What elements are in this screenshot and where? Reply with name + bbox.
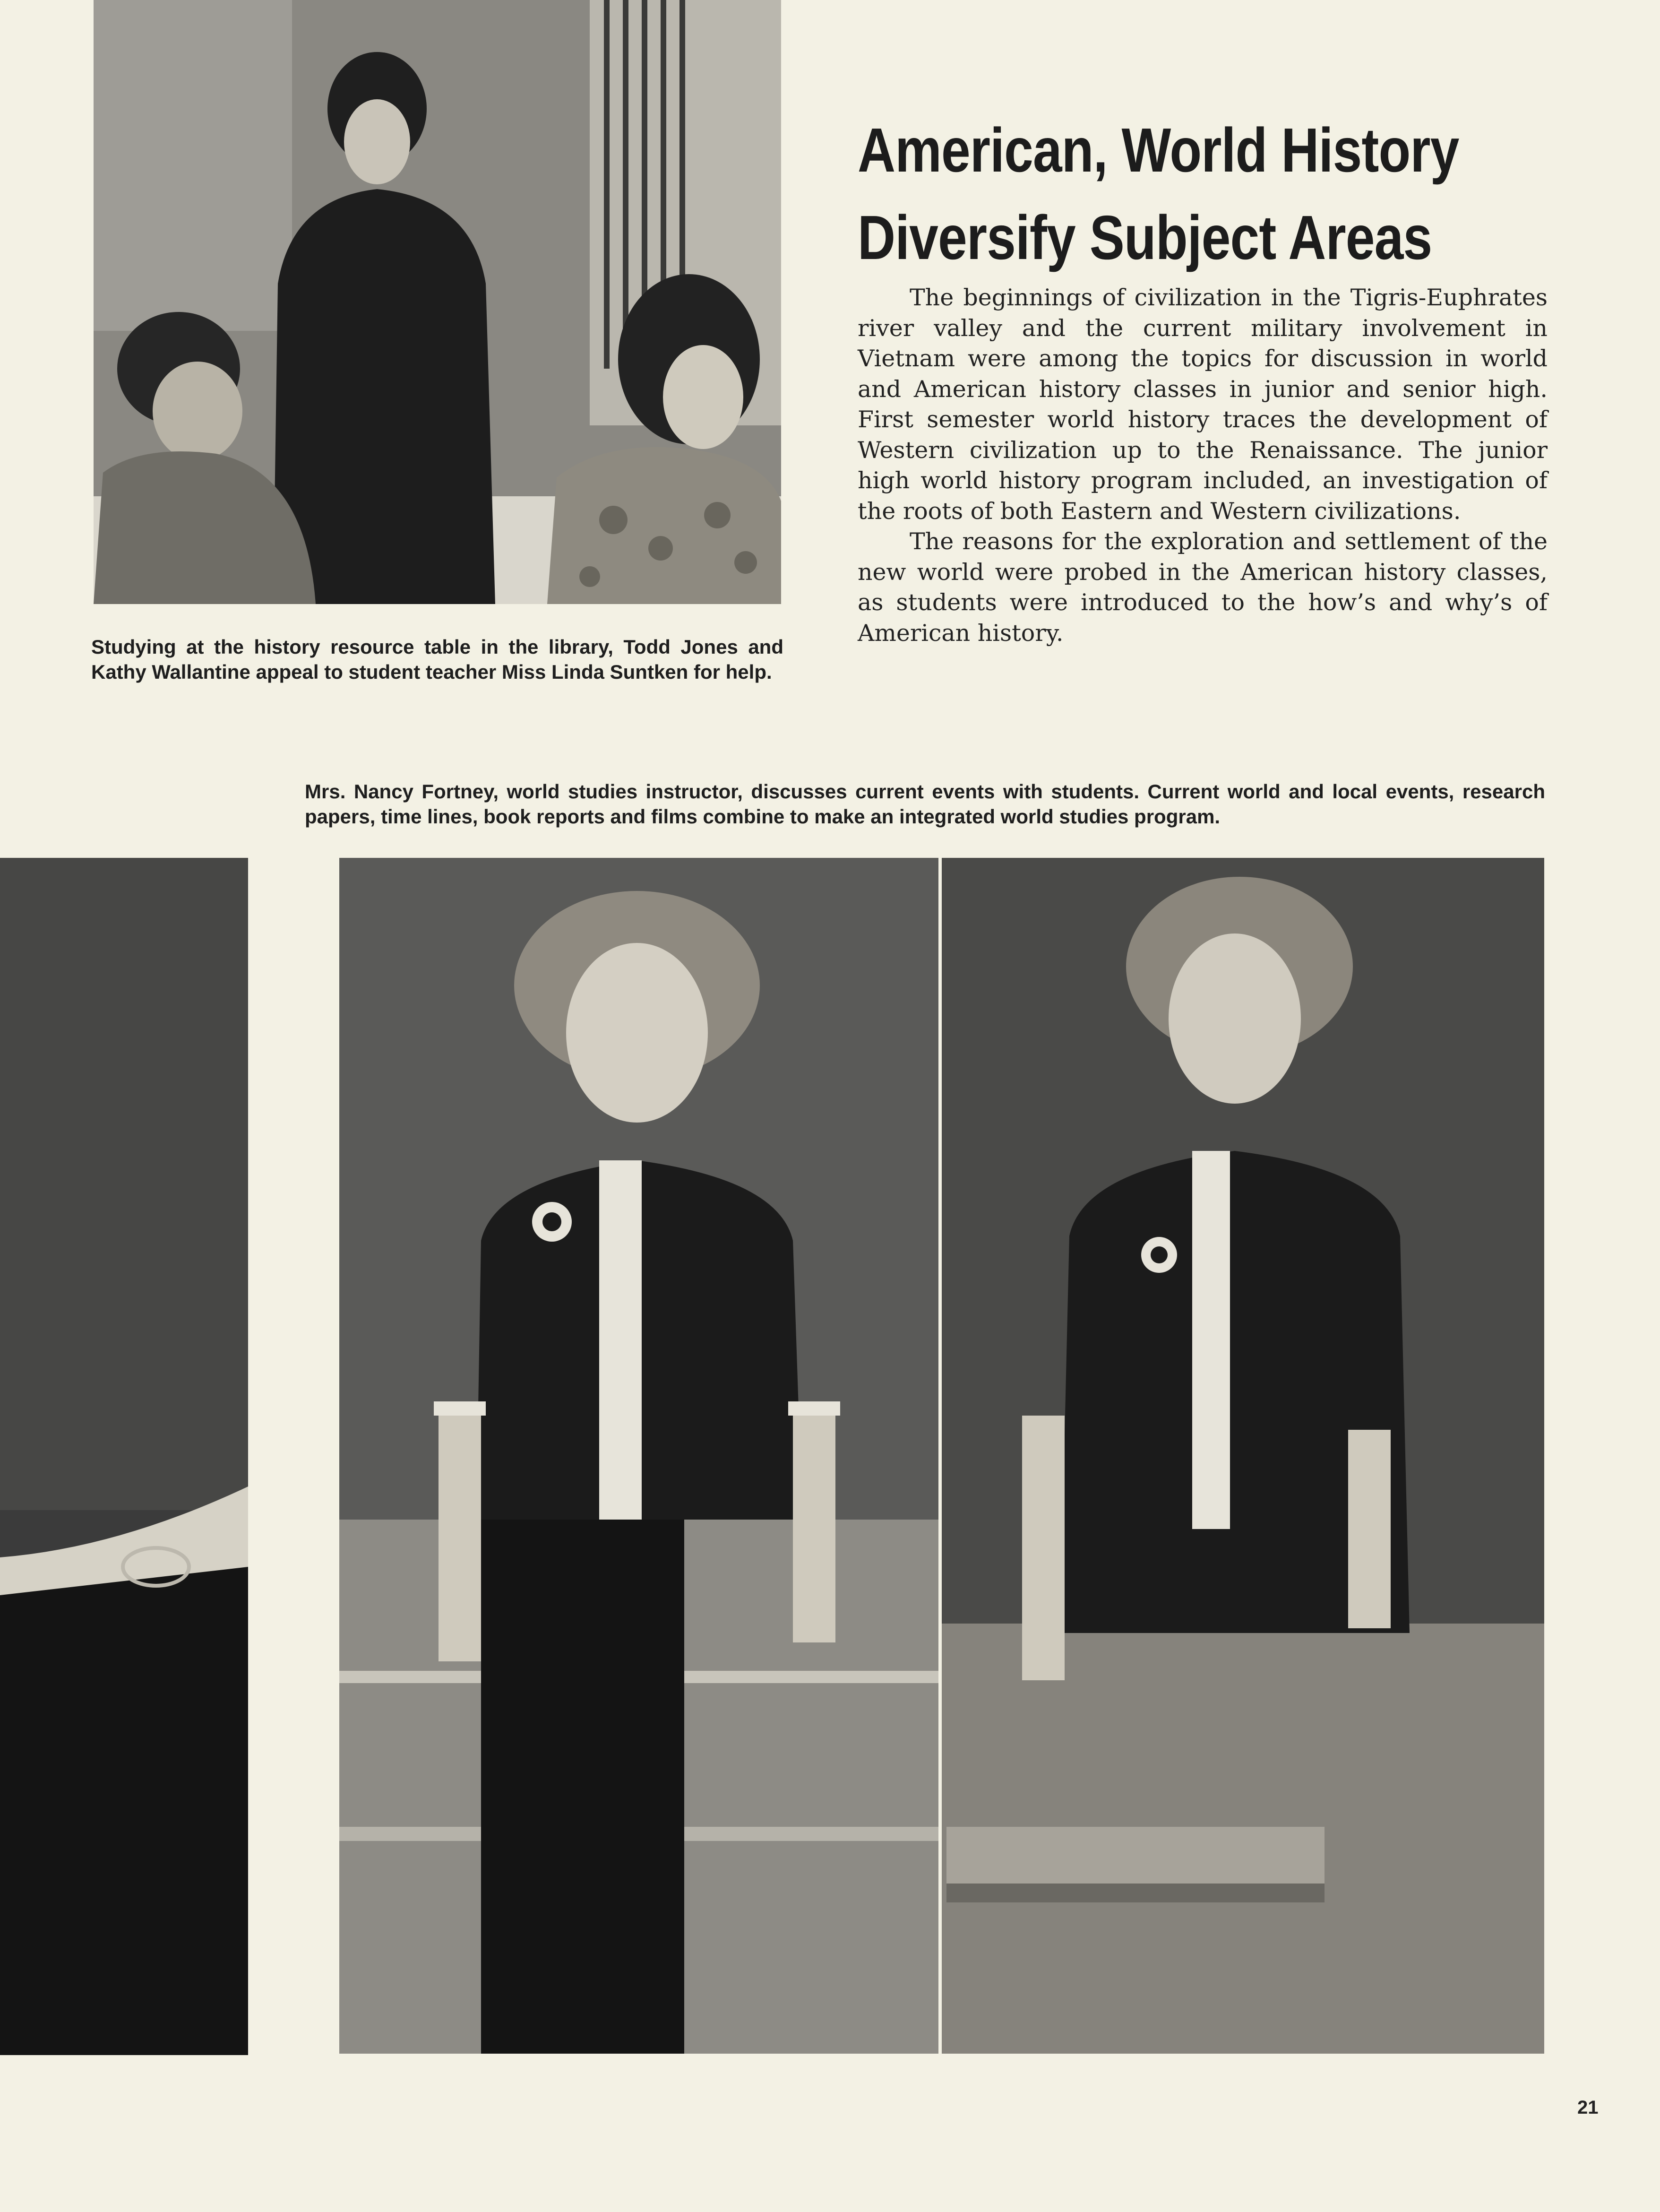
page-number: 21 (1577, 2097, 1599, 2118)
library-photo (94, 0, 781, 604)
left-cropped-photo (0, 858, 248, 2055)
article-body (858, 283, 1548, 648)
article-paragraph: The beginnings of civilization in the Tigris-Euphrates river valley and the current military involvement in Vietnam were among the topics for discussion in world and American history classes in junior and senior high. First semester world history traces the development of Western civilization up to the Renaissance. The junior high world history program included, an investigation of the roots of both Eastern and Western civilizations. (858, 284, 1548, 525)
headline-line-1: American, World History (858, 115, 1459, 185)
library-photo-caption: Studying at the history resource table in the library, Todd Jones and Kathy Wallantine appeal to student teacher Miss Linda Suntken for help. (91, 636, 783, 683)
article-headline (858, 106, 1459, 281)
headline-line-2: Diversify Subject Areas (858, 203, 1432, 272)
classroom-photos-caption: Mrs. Nancy Fortney, world studies instructor, discusses current events with students. Current world and local events, research papers, time lines, book reports and films combine to make an integrated world studies program. (305, 780, 1545, 828)
article-paragraph: The reasons for the exploration and settlement of the new world were probed in the American history classes, as students were introduced to the how’s and why’s of American history. (858, 528, 1548, 647)
teacher-photo-side (942, 858, 1544, 2054)
teacher-photo-front (339, 858, 938, 2054)
